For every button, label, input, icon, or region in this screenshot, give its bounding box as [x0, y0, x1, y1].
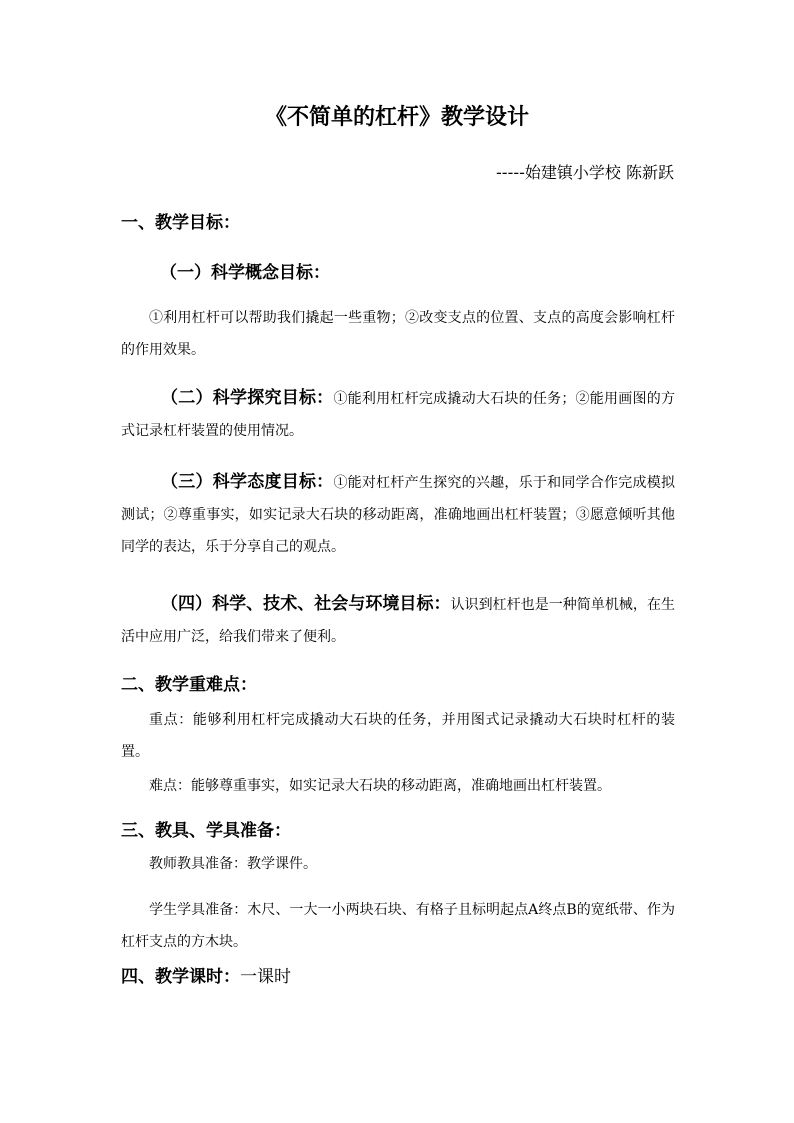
section-hours-value: 一课时 — [240, 967, 291, 987]
inquiry-goal-text: ①能利用杠杆完成撬动大石块的任务；②能用画图的方式记录杠杆装置的使用情况。 — [121, 391, 676, 439]
section-goals-heading: 一、教学目标： — [121, 213, 240, 233]
inquiry-goal-heading: （二）科学探究目标： — [161, 388, 334, 408]
attitude-goal-paragraph — [121, 466, 675, 563]
section-hours-heading: 四、教学课时： — [121, 967, 240, 987]
section-keypoints-heading: 二、教学重难点： — [121, 675, 257, 695]
sts-goal-paragraph — [121, 588, 675, 653]
teacher-materials-text: 教师教具准备：教学课件。 — [149, 856, 317, 872]
inquiry-goal-paragraph — [121, 382, 675, 447]
student-materials-text: 学生学具准备：木尺、一大一小两块石块、有格子且标明起点A终点B的宽纸带、作为杠杆支点的方木块。 — [121, 902, 675, 950]
attitude-goal-text: ①能对杠杆产生探究的兴趣，乐于和同学合作完成模拟测试；②尊重事实，如实记录大石块的移动距离，准确地画出杠杆装置；③愿意倾听其他同学的表达，乐于分享自己的观点。 — [121, 475, 676, 555]
author-line: -----始建镇小学校 陈新跃 — [496, 163, 674, 182]
section-hours — [121, 962, 291, 987]
concept-goal-heading: （一）科学概念目标： — [160, 263, 330, 283]
concept-goal-text: ①利用杠杆可以帮助我们撬起一些重物；②改变支点的位置、支点的高度会影响杠杆的作用效果。 — [121, 310, 675, 358]
section-materials-heading: 三、教具、学具准备： — [121, 821, 291, 841]
key-point-text: 重点：能够利用杠杆完成撬动大石块的任务，并用图式记录撬动大石块时杠杆的装置。 — [121, 712, 675, 760]
document-title: 《不简单的杠杆》教学设计 — [264, 105, 529, 130]
difficult-point-text: 难点：能够尊重事实，如实记录大石块的移动距离，准确地画出杠杆装置。 — [149, 778, 611, 794]
attitude-goal-heading: （三）科学态度目标： — [161, 472, 334, 492]
sts-goal-text: 认识到杠杆也是一种简单机械，在生活中应用广泛，给我们带来了便利。 — [121, 597, 675, 645]
sts-goal-heading: （四）科学、技术、社会与环境目标： — [161, 594, 451, 614]
